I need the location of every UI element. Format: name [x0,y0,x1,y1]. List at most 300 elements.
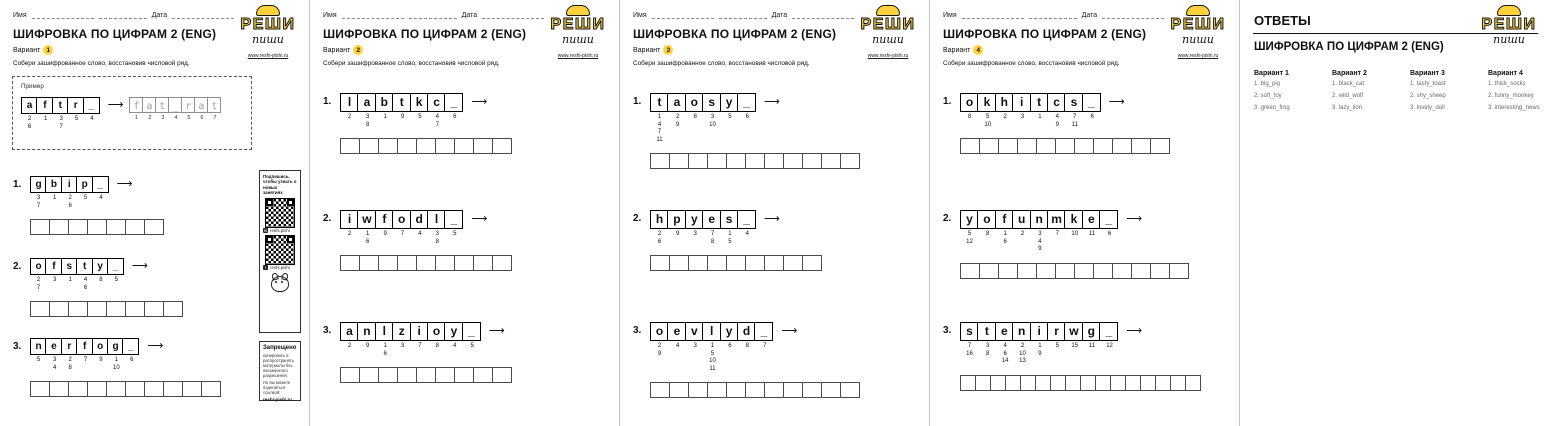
answer-cell[interactable] [802,255,822,271]
letter-box: e [702,210,721,229]
position-number: 5 [418,114,422,120]
answer-cell[interactable] [340,255,360,271]
position-number: 5 [74,116,79,122]
answer-cell[interactable] [106,301,126,317]
answer-cell[interactable] [688,382,708,398]
position-numbers [1003,114,1006,122]
cipher-column [979,210,996,254]
logo-text-main: РЕШИ [1170,16,1226,33]
answer-cell[interactable] [745,255,765,271]
letter-box: _ [444,210,463,229]
puzzle-number: 1. [943,96,952,107]
position-number: 7 [1055,231,1059,237]
name-line[interactable] [32,11,94,19]
puzzle-row [323,322,512,358]
answer-cell[interactable] [144,301,164,317]
position-numbers [966,343,973,358]
cipher-column [376,210,393,246]
cipher-letter-columns [129,97,221,123]
position-numbers [84,277,87,292]
answer-cell[interactable] [106,219,126,235]
logo-link[interactable]: www.reshi-pishi.ru [557,53,599,59]
answer-cell[interactable] [454,138,474,154]
position-number: 6 [657,238,662,245]
letter-box: o [427,322,446,341]
letter-box: n [1012,322,1031,341]
name-line[interactable] [99,11,147,19]
position-numbers [968,114,971,122]
answer-cell[interactable] [1017,138,1037,154]
position-numbers [37,357,40,365]
date-label: Дата [461,12,478,19]
letter-box: l [340,93,359,112]
position-number: 4 [1038,238,1042,245]
answer-cell[interactable] [669,382,689,398]
worksheet-page-variant-4 [930,0,1240,426]
vk-icon: ✉ [263,227,268,233]
answer-cell[interactable] [397,367,417,383]
worksheet-page-variant-1 [0,0,310,426]
answer-cell[interactable] [87,381,107,397]
cipher-column [1031,210,1048,254]
answer-cell[interactable] [1185,375,1201,391]
letter-box: t [392,93,411,112]
logo-link[interactable]: www.reshi-pishi.ru [867,53,909,59]
answer-cell[interactable] [707,153,727,169]
cipher-letter-columns [960,93,1101,129]
answer-cell[interactable] [975,375,991,391]
answer-cell[interactable] [1155,375,1171,391]
answer-cell[interactable] [1074,263,1094,279]
position-numbers [1038,114,1041,122]
answer-cell[interactable] [492,367,512,383]
answer-cell[interactable] [397,255,417,271]
position-number: 7 [83,357,88,363]
answer-cell[interactable] [68,219,88,235]
answer-cell[interactable] [726,382,746,398]
position-numbers [1071,231,1078,239]
cipher-column [960,210,979,254]
hat-icon [256,5,280,16]
cipher-column [960,93,979,129]
letter-box: _ [1099,322,1118,341]
instruction-text: Собери зашифрованное слово, восстановив числовой ряд. [943,60,1120,67]
position-number: 2 [148,115,152,121]
position-numbers [383,231,386,239]
puzzle-number: 1. [13,179,22,190]
answer-cell[interactable] [783,153,803,169]
position-number: 4 [174,115,178,121]
position-number: 4 [676,343,680,349]
answer-cell[interactable] [688,153,708,169]
position-number: 8 [435,238,439,245]
answer-cell[interactable] [359,138,379,154]
position-number: 2 [1003,114,1007,120]
answer-cell[interactable] [998,263,1018,279]
letter-box: t [76,258,93,275]
answer-cell[interactable] [378,367,398,383]
answer-cell[interactable] [416,138,436,154]
position-number: 9 [383,231,387,237]
position-number: 4 [745,231,749,237]
letter-box: i [340,210,359,229]
answer-cell[interactable] [49,381,69,397]
answer-cell[interactable] [68,301,88,317]
cipher-column [446,322,463,358]
answer-cell[interactable] [1017,263,1037,279]
answer-cell[interactable] [783,255,803,271]
position-number: 6 [453,114,457,120]
answer-row [650,382,860,398]
forbidden-link[interactable]: reshi-pishi.ru [263,397,293,402]
answer-cell[interactable] [840,153,860,169]
date-label: Дата [771,12,788,19]
hat-icon [566,5,590,16]
answer-row [30,381,221,397]
position-numbers [174,115,177,123]
example-row [21,97,243,131]
logo-link[interactable]: www.reshi-pishi.ru [1177,53,1219,59]
answer-cell[interactable] [1093,138,1113,154]
answer-cell[interactable] [492,138,512,154]
answer-cell[interactable] [397,138,417,154]
puzzle-row [633,93,860,144]
position-number: 9 [657,350,662,357]
answer-cell[interactable] [416,255,436,271]
answer-cell[interactable] [1065,375,1081,391]
position-numbers [348,114,351,122]
puzzle-block [323,93,512,154]
cipher-column [996,93,1013,129]
answer-row [960,138,1170,154]
letter-box: g [1082,322,1101,341]
answer-cell[interactable] [764,153,784,169]
answer-cell[interactable] [340,367,360,383]
answer-cell[interactable] [1169,263,1189,279]
answer-cell[interactable] [669,153,689,169]
answer-cell[interactable] [990,375,1006,391]
position-numbers [1019,343,1026,366]
answer-cell[interactable] [1055,263,1075,279]
answer-cell[interactable] [49,219,69,235]
cipher-column [376,93,393,129]
letter-box: i [1030,322,1049,341]
worksheet-title: ШИФРОВКА ПО ЦИФРАМ 2 (ENG) [633,27,837,41]
letter-box: d [737,322,756,341]
letter-box: i [1012,93,1031,112]
answer-cell[interactable] [163,301,183,317]
answer-cell[interactable] [87,301,107,317]
answer-cell[interactable] [473,367,493,383]
cipher-arrow-icon [1109,93,1125,112]
position-numbers [28,116,31,131]
worksheet-page-variant-2 [310,0,620,426]
name-line[interactable] [409,11,457,19]
position-number: 9 [676,231,680,237]
position-numbers [113,357,120,372]
answer-cell[interactable] [650,255,670,271]
answers-column-header: Вариант 1 [1254,70,1289,77]
answer-cell[interactable] [125,381,145,397]
answer-cell[interactable] [30,381,50,397]
cipher-column [429,210,446,246]
position-number: 2 [657,231,662,237]
name-line[interactable] [1029,11,1077,19]
position-number: 6 [83,284,88,291]
cipher-column [1049,210,1066,254]
name-line[interactable] [342,11,404,19]
logo-link[interactable]: www.reshi-pishi.ru [247,53,289,59]
puzzle-block [633,322,860,398]
answer-cell[interactable] [1170,375,1186,391]
letter-box: _ [1099,210,1118,229]
answer-cell[interactable] [726,153,746,169]
answer-cell[interactable] [68,381,88,397]
answer-cell[interactable] [669,255,689,271]
answer-cell[interactable] [1093,263,1113,279]
cipher-letter-columns [340,322,481,358]
letter-box: s [720,210,739,229]
answer-cell[interactable] [821,382,841,398]
worksheet-title: ШИФРОВКА ПО ЦИФРАМ 2 (ENG) [13,27,217,41]
date-line[interactable] [1102,11,1164,19]
answer-cell[interactable] [1074,138,1094,154]
answer-cell[interactable] [416,367,436,383]
answer-cell[interactable] [30,219,50,235]
answer-cell[interactable] [1150,263,1170,279]
letter-box: _ [107,258,124,275]
position-numbers [161,115,164,123]
cipher-column [1101,322,1118,366]
position-numbers [1038,343,1041,358]
answer-cell[interactable] [454,255,474,271]
date-line[interactable] [172,11,234,19]
answer-row [960,263,1189,279]
position-number: 1 [53,195,57,201]
position-number: 10 [1019,350,1026,357]
position-numbers [75,116,78,124]
answer-cell[interactable] [144,381,164,397]
name-line[interactable] [719,11,767,19]
position-number: 7 [36,202,41,209]
date-line[interactable] [792,11,854,19]
logo-text-sub: пиши [872,33,904,46]
answer-cell[interactable] [1055,138,1075,154]
answer-cell[interactable] [125,301,145,317]
answer-cell[interactable] [1150,138,1170,154]
date-line[interactable] [482,11,544,19]
answer-cell[interactable] [378,138,398,154]
position-numbers [84,195,87,203]
position-number: 1 [383,114,387,120]
forbidden-text: копировать и распространять материалы без письменного разрешения. [263,353,295,378]
answer-cell[interactable] [707,255,727,271]
position-number: 5 [83,195,88,201]
answer-cell[interactable] [1131,138,1151,154]
example-box [12,76,252,150]
answer-cell[interactable] [163,381,183,397]
position-number: 2 [347,343,352,349]
position-number: 8 [68,364,72,371]
answer-cell[interactable] [1112,138,1132,154]
position-number: 2 [347,231,352,237]
cipher-column [1031,322,1048,366]
answer-cell[interactable] [359,255,379,271]
answer-cell[interactable] [435,138,455,154]
puzzle-number: 2. [13,261,22,272]
position-numbers [366,343,369,351]
variant-number-badge: 1 [43,45,53,55]
letter-box: i [410,322,429,341]
answer-cell[interactable] [378,255,398,271]
answer-cell[interactable] [106,381,126,397]
position-numbers [99,277,102,285]
position-numbers [37,195,40,210]
letter-box: s [1064,93,1083,112]
letter-box: s [61,258,78,275]
position-number: 7 [657,129,662,135]
position-numbers [1038,231,1041,254]
cipher-column [446,93,463,129]
position-numbers [436,231,439,246]
answer-cell[interactable] [1110,375,1126,391]
answer-cell[interactable] [1036,263,1056,279]
letter-box: g [30,176,47,193]
qr-label: reshi.pishi [270,227,290,233]
answer-cell[interactable] [1140,375,1156,391]
letter-box: c [1047,93,1066,112]
answer-cell[interactable] [726,255,746,271]
answer-cell[interactable] [979,263,999,279]
answer-cell[interactable] [650,153,670,169]
answer-cell[interactable] [745,153,765,169]
puzzle-number: 3. [633,325,642,336]
puzzle-block [943,322,1201,391]
answer-cell[interactable] [492,255,512,271]
position-number: 7 [710,231,715,237]
answer-cell[interactable] [764,255,784,271]
answer-cell[interactable] [182,381,202,397]
cipher-column [650,93,669,144]
answer-cell[interactable] [960,375,976,391]
letter-box: d [410,210,429,229]
answer-cell[interactable] [435,255,455,271]
letter-box: h [995,93,1014,112]
answer-cell[interactable] [125,219,145,235]
example-result-box: t [207,97,221,113]
answer-cell[interactable] [49,301,69,317]
answer-cell[interactable] [1050,375,1066,391]
letter-box: w [1064,322,1083,341]
cipher-column [669,93,686,144]
answer-cell[interactable] [979,138,999,154]
answer-cell[interactable] [707,382,727,398]
variant-row [13,45,53,55]
cipher-letter-columns [650,210,756,246]
answer-cell[interactable] [201,381,221,397]
position-number: 4 [418,231,422,237]
answer-cell[interactable] [802,382,822,398]
answer-cell[interactable] [1125,375,1141,391]
answer-cell[interactable] [473,255,493,271]
answer-cell[interactable] [1095,375,1111,391]
name-date-row [323,11,544,19]
position-number: 11 [1071,121,1078,128]
puzzle-row [323,210,512,246]
name-line[interactable] [962,11,1024,19]
answer-cell[interactable] [340,138,360,154]
answer-cell[interactable] [960,138,980,154]
position-numbers [453,114,456,122]
answer-cell[interactable] [650,382,670,398]
position-number: 1 [1038,343,1042,349]
letter-box: _ [737,210,756,229]
name-line[interactable] [652,11,714,19]
position-number: 1 [728,231,732,237]
answer-cell[interactable] [435,367,455,383]
cipher-column [1049,93,1066,129]
letter-box: o [960,93,979,112]
answer-cell[interactable] [454,367,474,383]
answer-cell[interactable] [30,301,50,317]
example-result-box: r [181,97,195,113]
forbidden-title: Запрещено [263,345,297,351]
variant-row [633,45,673,55]
logo-text-main: РЕШИ [1481,16,1537,33]
answer-cell[interactable] [1112,263,1132,279]
position-numbers [676,114,679,129]
answer-cell[interactable] [764,382,784,398]
cipher-letter-columns [30,176,109,210]
letter-box: f [36,97,53,114]
position-number: 3 [1038,231,1042,237]
position-number: 3 [710,114,715,120]
example-result-box: a [142,97,156,113]
position-number: 5 [986,114,990,120]
answer-cell[interactable] [87,219,107,235]
letter-box: f [375,210,394,229]
answer-cell[interactable] [1131,263,1151,279]
cipher-column [340,210,359,246]
answer-cell[interactable] [1036,138,1056,154]
cipher-column [1066,322,1083,366]
answer-cell[interactable] [1080,375,1096,391]
cipher-column [411,322,428,358]
answer-cell[interactable] [1005,375,1021,391]
answer-cell[interactable] [821,153,841,169]
answer-cell[interactable] [1020,375,1036,391]
answer-cell[interactable] [802,153,822,169]
answer-cell[interactable] [960,263,980,279]
answer-cell[interactable] [144,219,164,235]
cipher-letter-columns [960,210,1118,254]
answer-cell[interactable] [783,382,803,398]
answer-cell[interactable] [688,255,708,271]
position-number: 3 [986,343,990,349]
answer-item: 2. shy_sheep [1410,93,1446,99]
position-numbers [986,343,989,358]
answer-cell[interactable] [1035,375,1051,391]
position-numbers [115,277,118,285]
answer-cell[interactable] [998,138,1018,154]
answer-cell[interactable] [359,367,379,383]
answer-cell[interactable] [840,382,860,398]
answer-row [340,138,512,154]
hat-icon [876,5,900,16]
cipher-column [1083,93,1100,129]
answer-cell[interactable] [473,138,493,154]
answer-cell[interactable] [745,382,765,398]
